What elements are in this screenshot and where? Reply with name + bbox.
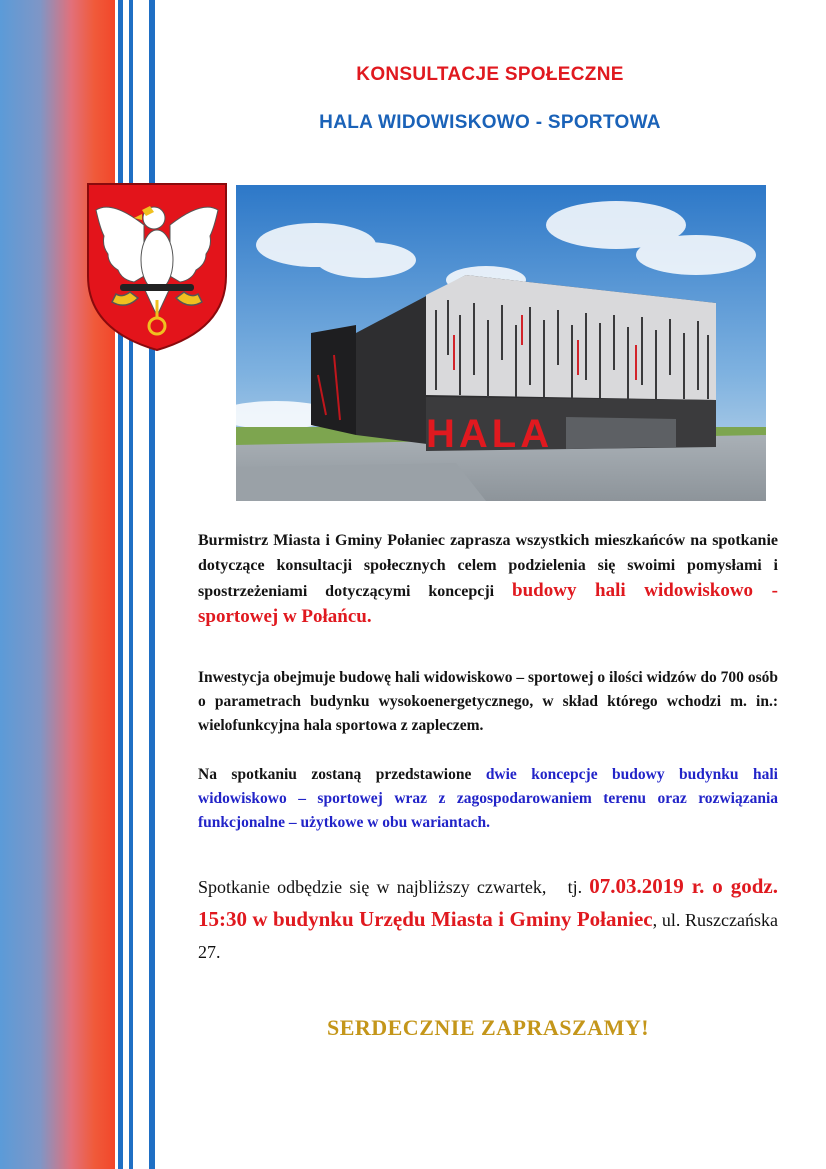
meeting-tj: tj. — [567, 877, 583, 897]
blue-stripe — [118, 0, 123, 1169]
svg-text:HALA: HALA — [426, 412, 554, 456]
building-render-image — [236, 185, 766, 501]
concepts-highlight: dwie koncepcje budowy budynku hali widowiskowo – sportowej wraz z zagospodarowaniem terenu oraz rozwiązania funkcjonalne – użytkowe w obu wariantach. — [198, 766, 778, 831]
meeting-intro: Spotkanie odbędzie się w najbliższy czwartek, — [198, 877, 547, 897]
title-consultations: KONSULTACJE SPOŁECZNE — [356, 64, 624, 85]
investment-text: Inwestycja obejmuje budowę hali widowiskowo – sportowej o ilości widzów do 700 osób o parametrach budynku wysokoenergetycznego, w skład którego wchodzi m. in.: wielofunkcyjna hala sportowa z zapleczem. — [198, 669, 778, 734]
blue-stripe — [149, 0, 155, 1169]
coat-of-arms — [82, 180, 232, 352]
investment-paragraph — [198, 666, 778, 738]
title-hall: HALA WIDOWISKOWO - SPORTOWA — [319, 112, 661, 133]
concepts-paragraph — [198, 763, 778, 835]
project-highlight: budowy hali widowiskowo - sportowej w Połańcu. — [198, 580, 779, 627]
concepts-text: Na spotkaniu zostaną przedstawione — [198, 766, 472, 783]
intro-text: Burmistrz Miasta i Gminy Połaniec zaprasza wszystkich mieszkańców na spotkanie dotyczące konsultacji społecznych celem podzielenia się swoimi pomysłami i spostrzeżeniami dotyczącymi koncepcji — [198, 532, 778, 600]
meeting-date-location: 07.03.2019 r. o godz. 15:30 w budynku Urzędu Miasta i Gminy Połaniec — [198, 874, 779, 931]
meeting-address: , ul. Ruszczańska 27. — [198, 910, 778, 962]
blue-stripe — [129, 0, 133, 1169]
decorative-side-band — [0, 0, 115, 1169]
closing-invitation: SERDECZNIE ZAPRASZAMY! — [326, 1015, 650, 1040]
meeting-info — [198, 870, 778, 968]
intro-paragraph — [198, 528, 778, 630]
